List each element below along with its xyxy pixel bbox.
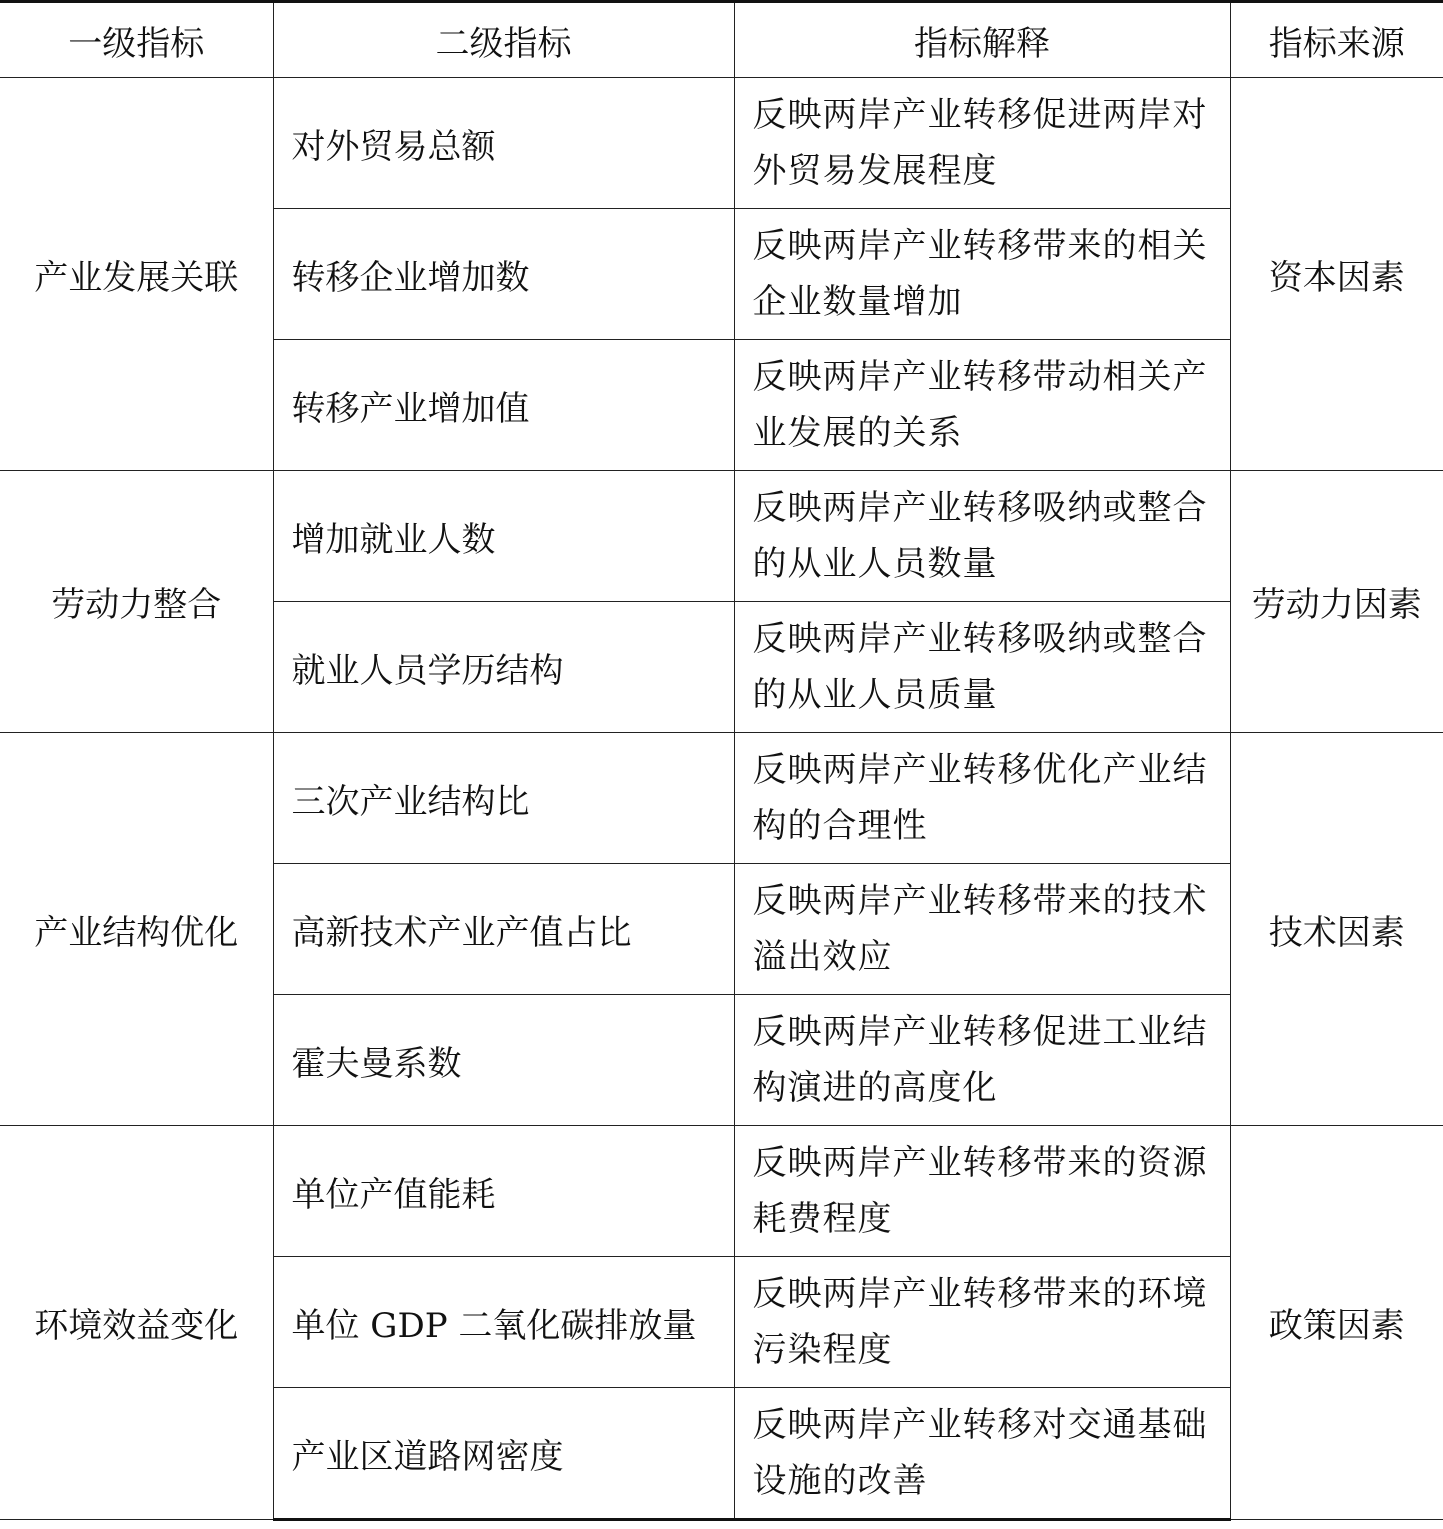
table-row xyxy=(0,471,1443,602)
header-explanation: 指标解释 xyxy=(734,2,1230,78)
explanation-cell: 反映两岸产业转移带来的相关企业数量增加 xyxy=(734,209,1230,340)
source-cell: 政策因素 xyxy=(1230,1126,1443,1520)
source-cell: 资本因素 xyxy=(1230,78,1443,471)
header-level2: 二级指标 xyxy=(273,2,734,78)
level2-cell: 三次产业结构比 xyxy=(273,733,734,864)
explanation-cell: 反映两岸产业转移带来的环境污染程度 xyxy=(734,1257,1230,1388)
table-row xyxy=(0,78,1443,209)
level2-cell: 单位产值能耗 xyxy=(273,1126,734,1257)
explanation-cell: 反映两岸产业转移对交通基础设施的改善 xyxy=(734,1388,1230,1520)
level2-cell: 单位 GDP 二氧化碳排放量 xyxy=(273,1257,734,1388)
level2-cell: 增加就业人数 xyxy=(273,471,734,602)
explanation-cell: 反映两岸产业转移优化产业结构的合理性 xyxy=(734,733,1230,864)
level2-cell: 转移产业增加值 xyxy=(273,340,734,471)
level1-cell: 产业发展关联 xyxy=(0,78,273,471)
explanation-cell: 反映两岸产业转移带来的技术溢出效应 xyxy=(734,864,1230,995)
level2-cell: 对外贸易总额 xyxy=(273,78,734,209)
level2-cell: 霍夫曼系数 xyxy=(273,995,734,1126)
header-source: 指标来源 xyxy=(1230,2,1443,78)
level1-cell: 产业结构优化 xyxy=(0,733,273,1126)
level1-cell: 环境效益变化 xyxy=(0,1126,273,1520)
table-row xyxy=(0,1126,1443,1257)
level2-cell: 产业区道路网密度 xyxy=(273,1388,734,1520)
level1-cell: 劳动力整合 xyxy=(0,471,273,733)
table-row xyxy=(0,733,1443,864)
explanation-cell: 反映两岸产业转移促进工业结构演进的高度化 xyxy=(734,995,1230,1126)
explanation-cell: 反映两岸产业转移促进两岸对外贸易发展程度 xyxy=(734,78,1230,209)
explanation-cell: 反映两岸产业转移带来的资源耗费程度 xyxy=(734,1126,1230,1257)
level2-cell: 就业人员学历结构 xyxy=(273,602,734,733)
explanation-cell: 反映两岸产业转移吸纳或整合的从业人员质量 xyxy=(734,602,1230,733)
level2-cell: 转移企业增加数 xyxy=(273,209,734,340)
explanation-cell: 反映两岸产业转移带动相关产业发展的关系 xyxy=(734,340,1230,471)
level2-cell: 高新技术产业产值占比 xyxy=(273,864,734,995)
explanation-cell: 反映两岸产业转移吸纳或整合的从业人员数量 xyxy=(734,471,1230,602)
header-row xyxy=(0,2,1443,78)
header-level1: 一级指标 xyxy=(0,2,273,78)
source-cell: 劳动力因素 xyxy=(1230,471,1443,733)
source-cell: 技术因素 xyxy=(1230,733,1443,1126)
